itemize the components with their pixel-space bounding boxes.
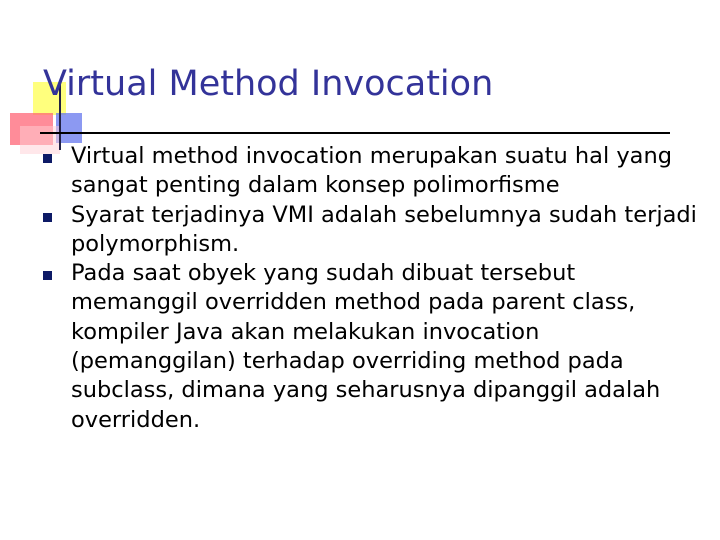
bullet-text: Pada saat obyek yang sudah dibuat tersebut memanggil overridden method pada parent class, kompiler Java akan melakukan invocation (pemanggilan) terhadap overriding method pada subclass, dimana yang seharusnya dipanggil adalah overridden. (71, 260, 661, 433)
square-bullet-icon (43, 213, 52, 222)
bullet-item (38, 142, 698, 201)
square-bullet-icon (43, 154, 52, 163)
bullet-item (38, 259, 698, 435)
bullet-list (38, 142, 698, 435)
bullet-item (38, 201, 698, 260)
slide-title: Virtual Method Invocation (43, 64, 494, 104)
bullet-text: Virtual method invocation merupakan suatu hal yang sangat penting dalam konsep polimorfisme (71, 143, 672, 199)
title-divider (40, 132, 670, 134)
square-bullet-icon (43, 271, 52, 280)
bullet-text: Syarat terjadinya VMI adalah sebelumnya sudah terjadi polymorphism. (71, 201, 697, 257)
